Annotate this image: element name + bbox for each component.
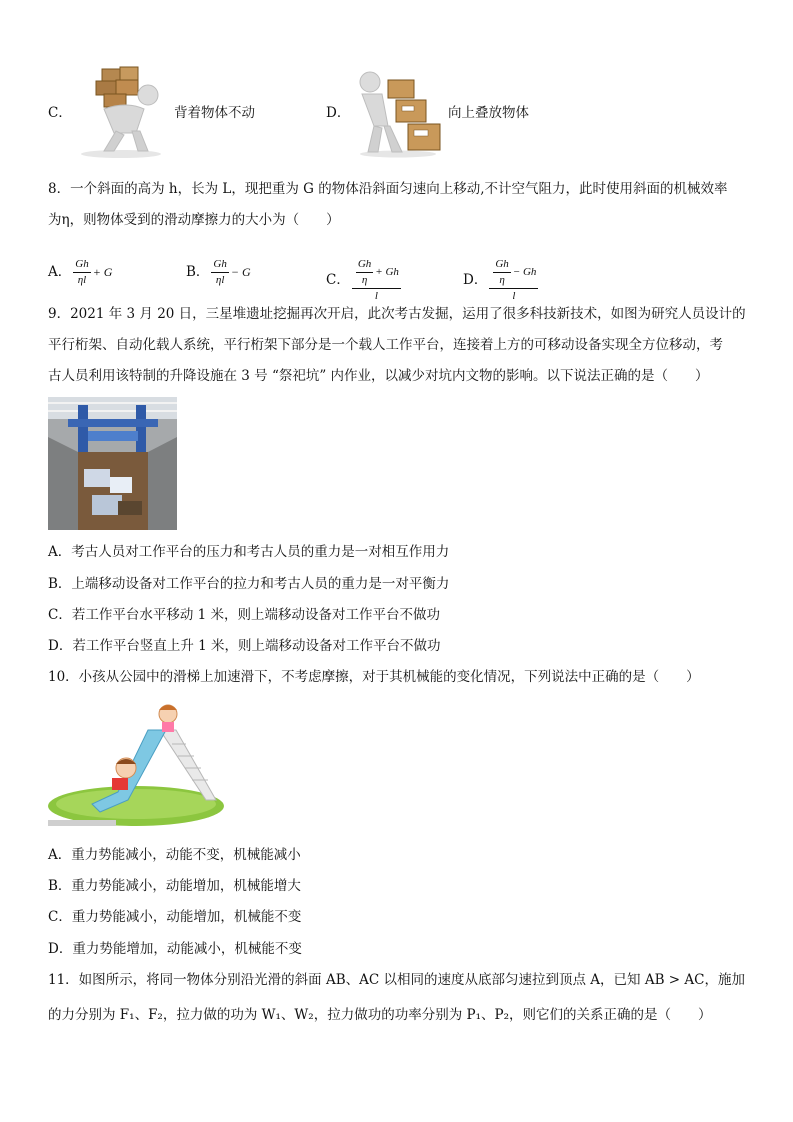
q9-option-a: A．考古人员对工作平台的压力和考古人员的重力是一对相互作用力 — [48, 544, 450, 560]
q8-option-d-inner-denominator: η — [499, 274, 505, 286]
q8-option-a-numerator: Gh — [75, 258, 89, 270]
q8-option-a-fraction — [73, 258, 90, 287]
q8-option-c-denominator: l — [374, 290, 378, 302]
q8-option-d-fraction — [489, 258, 538, 303]
q8-stem-line1: 8．一个斜面的高为 h，长为 L，现把重为 G 的物体沿斜面匀速向上移动,不计空气阻力，此时使用斜面的机械效率 — [48, 181, 728, 197]
q10-stem-line1: 10．小孩从公园中的滑梯上加速滑下，不考虑摩擦，对于其机械能的变化情况，下列说法中正确的是（ ） — [48, 669, 700, 685]
q8-option-c-inner-denominator: η — [361, 274, 368, 286]
q11-stem-line2: 的力分别为 F₁、F₂，拉力做的功为 W₁、W₂，拉力做功的功率分别为 P₁、P₂，则它们的关系正确的是（ ） — [48, 1007, 712, 1023]
q8-option-b-fraction — [211, 258, 228, 287]
q8-option-d — [463, 258, 540, 303]
q7-option-c-letter: C． — [48, 105, 72, 121]
q10-option-c: C．重力势能减小，动能增加，机械能不变 — [48, 909, 302, 925]
q8-option-c-fraction — [352, 258, 401, 303]
excavation-site-photo — [48, 397, 177, 530]
q8-option-c-letter: C． — [326, 272, 350, 288]
q7-option-d-letter: D． — [326, 105, 351, 121]
q8-option-d-denominator: l — [512, 290, 516, 302]
q7-option-c-text: 背着物体不动 — [174, 105, 255, 121]
q11-stem-line1: 11．如图所示，将同一物体分别沿光滑的斜面 AB、AC 以相同的速度从底部匀速拉到顶点 A，已知 AB > AC，施加 — [48, 972, 745, 988]
q9-option-d: D．若工作平台竖直上升 1 米，则上端移动设备对工作平台不做功 — [48, 638, 441, 654]
q9-option-b: B．上端移动设备对工作平台的拉力和考古人员的重力是一对平衡力 — [48, 576, 450, 592]
q8-option-b-denominator: ηl — [215, 274, 225, 286]
q10-option-b: B．重力势能减小，动能增加，机械能增大 — [48, 878, 301, 894]
q10-option-a: A．重力势能减小，动能不变，机械能减小 — [48, 847, 301, 863]
q9-stem-line3: 古人员利用该特制的升降设施在 3 号 “祭祀坑” 内作业，以减少对坑内文物的影响。以下说法正确的是（ ） — [48, 368, 709, 384]
q8-option-b-letter: B． — [186, 264, 210, 280]
q9-option-c: C．若工作平台水平移动 1 米，则上端移动设备对工作平台不做功 — [48, 607, 441, 623]
q8-option-d-inner-tail: − Gh — [512, 266, 537, 278]
q8-option-a-tail: + G — [92, 265, 113, 279]
q8-stem-line2: 为η，则物体受到的滑动摩擦力的大小为（ ） — [48, 212, 340, 228]
q8-option-c-inner-numerator: Gh — [357, 258, 372, 270]
q8-option-d-inner-numerator: Gh — [495, 258, 509, 270]
q9-stem-line1: 9．2021 年 3 月 20 日，三星堆遗址挖掘再次开启，此次考古发掘，运用了很多科技新技术，如图为研究人员设计的 — [48, 306, 746, 322]
q10-option-d: D．重力势能增加，动能减小，机械能不变 — [48, 941, 302, 957]
q8-option-b-tail: − G — [230, 265, 251, 279]
q8-option-a — [48, 258, 112, 287]
q8-option-a-denominator: ηl — [77, 274, 87, 286]
q7-option-d-text: 向上叠放物体 — [448, 105, 529, 121]
q9-stem-line2: 平行桁架、自动化载人系统，平行桁架下部分是一个载人工作平台，连接着上方的可移动设备实现全方位移动，考 — [48, 337, 723, 353]
q8-option-a-letter: A． — [48, 264, 72, 280]
worker-carrying-boxes-image — [74, 63, 168, 159]
q8-option-c-inner-tail: + Gh — [375, 266, 399, 278]
q8-option-b — [186, 258, 251, 287]
q8-option-c — [326, 258, 403, 303]
q8-option-d-letter: D． — [463, 272, 488, 288]
worker-stacking-boxes-image — [352, 68, 444, 158]
children-slide-illustration — [48, 700, 226, 828]
q8-option-b-numerator: Gh — [213, 258, 227, 270]
